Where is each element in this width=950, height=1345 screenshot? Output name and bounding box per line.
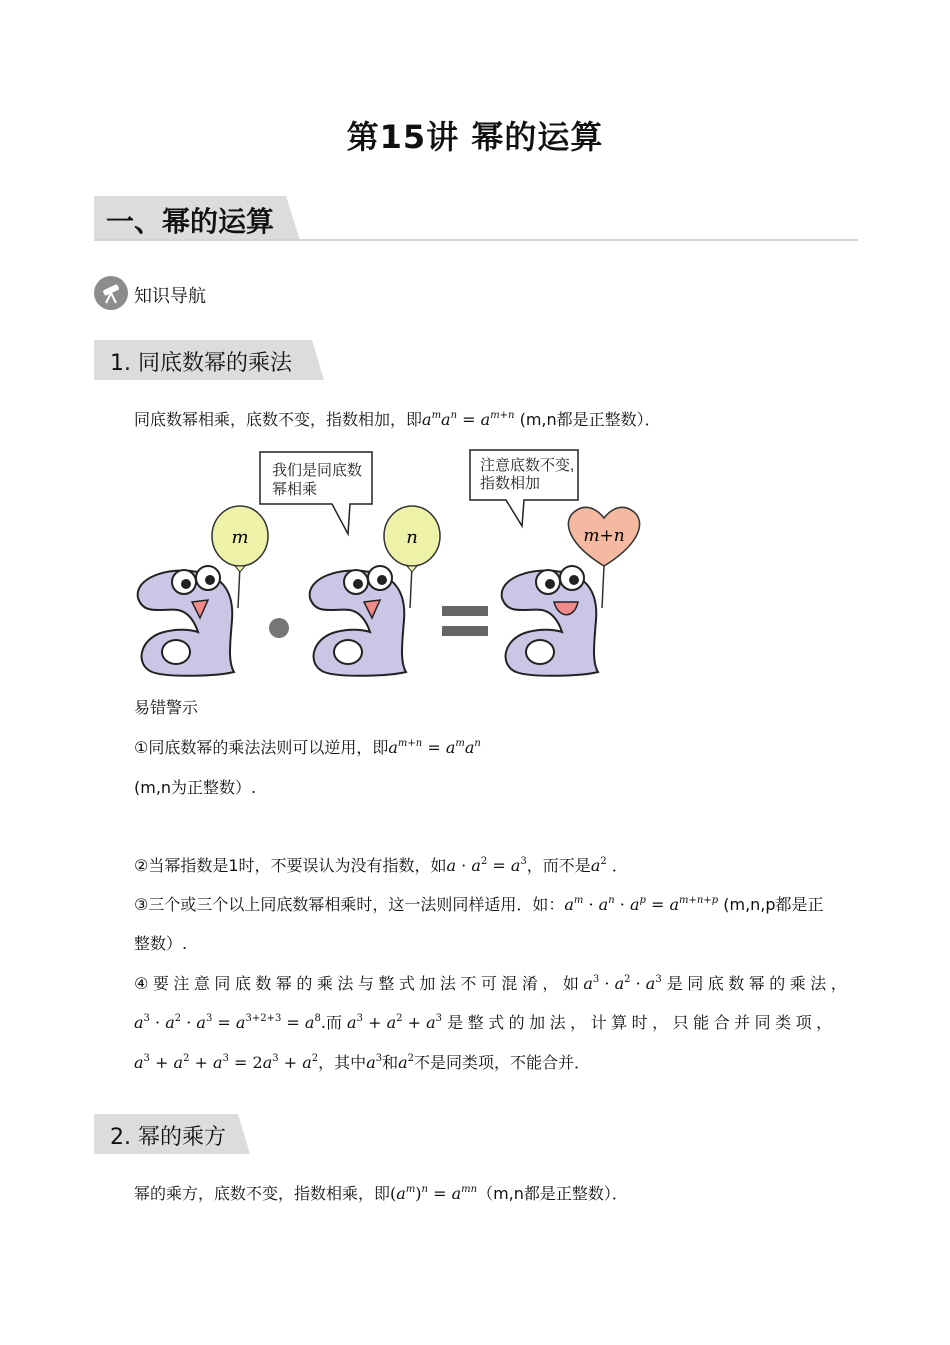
- subsection-2-title: 2. 幂的乘方: [110, 1125, 226, 1150]
- warning-item-3: ③三个或三个以上同底数幂相乘时，这一法则同样适用．如：$a^m \cdot a^n \cdot a^p = a^{m+n+p}$ (m,n,p都是正: [134, 895, 824, 914]
- monster-a-1: [138, 566, 234, 676]
- subsection-2-header: [94, 1114, 250, 1154]
- subsection-1-header: [94, 340, 324, 380]
- section-title: 一、幂的运算: [106, 205, 275, 238]
- nav-label: 知识导航: [134, 286, 206, 307]
- warning-item-3-tail: 整数）.: [134, 934, 188, 953]
- warning-item-1-cond: (m,n为正整数）.: [134, 778, 257, 797]
- warning-item-4-line3: $a^3 + a^2 + a^3 = 2a^3 + a^2$，其中$a^3$和$a^2$不是同类项，不能合并．: [134, 1053, 591, 1072]
- warning-item-4-line2: $a^3 \cdot a^2 \cdot a^3 = a^{3+2+3} = a^8$.而 $a^3 + a^2 + a^3$ 是整式的加法，计算时，只能合并同类项，: [134, 1013, 837, 1032]
- telescope-icon: [94, 276, 128, 310]
- bubble-2-line-1: 注意底数不变,: [480, 457, 575, 474]
- subsection-1-title: 1. 同底数幂的乘法: [110, 351, 292, 376]
- balloon-m: [212, 506, 268, 572]
- balloon-heart: [568, 507, 639, 566]
- balloon-label-m: m: [231, 527, 249, 548]
- section-header: [94, 196, 858, 242]
- balloon-label-m-plus-n: m+n: [583, 526, 625, 546]
- warning-item-1: ①同底数幂的乘法法则可以逆用，即$a^{m+n} = a^ma^n$: [134, 738, 481, 757]
- balloon-n: [384, 506, 440, 572]
- monster-a-2: [310, 566, 406, 676]
- speech-bubble-2: [470, 450, 578, 526]
- warning-item-2: ②当幂指数是1时，不要误认为没有指数，如$a \cdot a^2 = a^3$，而不是$a^2$ ．: [134, 856, 628, 875]
- warning-item-4: ④要注意同底数幂的乘法与整式加法不可混淆，如$a^3 \cdot a^2 \cdot a^3$ 是同底数幂的乘法，: [134, 974, 852, 993]
- balloon-label-n: n: [406, 527, 418, 548]
- rule-2: 幂的乘方，底数不变，指数相乘，即$(a^m)^n = a^{mn}(m,n$都是正整数）．: [134, 1184, 628, 1203]
- page-title: 第15讲 幂的运算: [346, 118, 604, 156]
- speech-bubble-1: [260, 452, 372, 534]
- equals-sign: [442, 606, 488, 616]
- warning-title: 易错警示: [134, 698, 199, 717]
- monster-a-3: [502, 566, 598, 676]
- dot-operator: [269, 618, 289, 638]
- same-base-cartoon: [128, 448, 658, 684]
- bubble-1-line-1: 我们是同底数: [272, 462, 363, 479]
- bubble-1-line-2: 幂相乘: [272, 481, 318, 498]
- rule-1: 同底数幂相乘，底数不变，指数相加，即$a^ma^n = a^{m+n}$ (m,n都是正整数）．: [134, 410, 661, 429]
- bubble-2-line-2: 指数相加: [480, 475, 541, 492]
